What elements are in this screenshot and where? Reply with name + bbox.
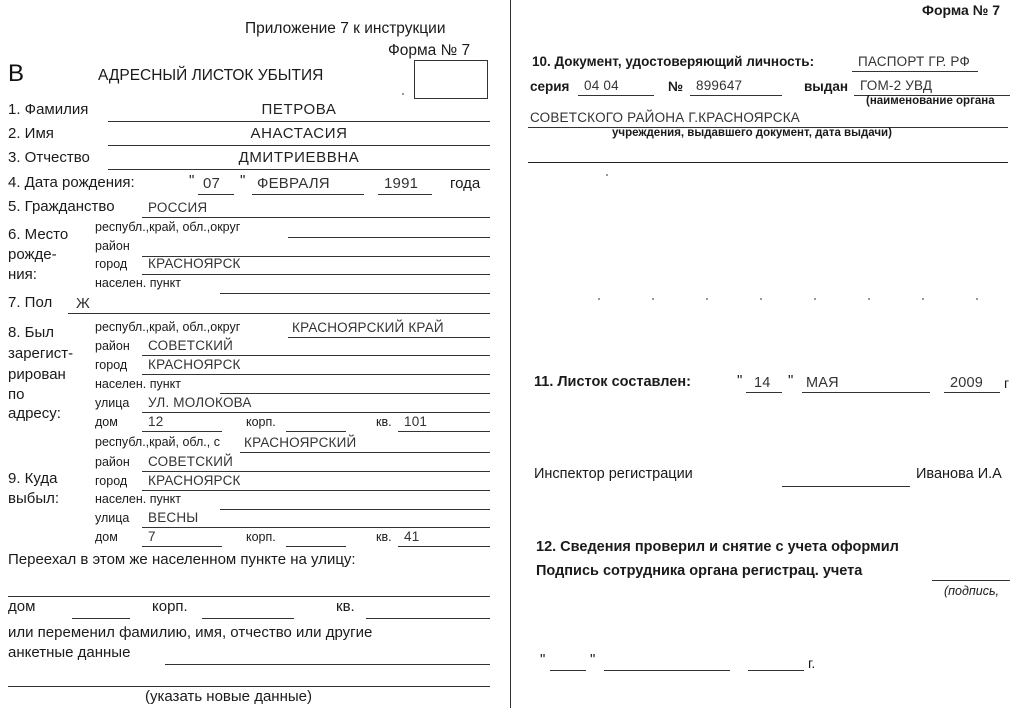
dest-apt-value[interactable]: 41 <box>404 529 420 544</box>
dest-region-label: республ.,край, обл., с <box>95 435 220 449</box>
compiled-year[interactable]: 2009 <box>950 375 984 391</box>
stamp-box <box>414 60 488 99</box>
dest-label-1: 9. Куда <box>8 470 58 487</box>
compiled-month[interactable]: МАЯ <box>806 375 839 391</box>
name-label: 2. Имя <box>8 125 54 142</box>
form-number-right: Форма № 7 <box>922 2 1000 18</box>
birth-settlement-label: населен. пункт <box>95 276 181 290</box>
changed-data-line1: или переменил фамилию, имя, отчество или другие <box>8 624 373 641</box>
form-title: АДРЕСНЫЙ ЛИСТОК УБЫТИЯ <box>98 67 324 84</box>
birth-city-label: город <box>95 257 128 271</box>
reg-label-5: адресу: <box>8 405 61 422</box>
bottom-day-line <box>550 670 586 671</box>
dob-year-word: года <box>450 175 481 192</box>
reg-settlement-line <box>220 393 490 394</box>
name-value[interactable]: АНАСТАСИЯ <box>250 125 348 142</box>
dest-house-line <box>142 546 222 547</box>
changed-data-line <box>165 664 490 665</box>
dest-street-value[interactable]: ВЕСНЫ <box>148 510 199 525</box>
patronymic-label: 3. Отчество <box>8 149 90 166</box>
dest-apt-label: кв. <box>376 530 392 544</box>
reg-apt-value[interactable]: 101 <box>404 414 428 429</box>
dot-row <box>922 298 924 300</box>
moved-street-line <box>8 596 490 597</box>
dest-region-line <box>240 452 490 453</box>
series-line <box>578 95 654 96</box>
dob-day[interactable]: 07 <box>203 175 221 192</box>
reg-street-line <box>142 412 490 413</box>
dot-row <box>814 298 816 300</box>
patronymic-line <box>108 169 490 170</box>
dest-city-line <box>142 490 490 491</box>
birth-district-label: район <box>95 239 130 253</box>
reg-district-label: район <box>95 339 130 353</box>
compiled-year-line <box>944 392 1000 393</box>
dot-row <box>652 298 654 300</box>
new-house-label: дом <box>8 598 36 615</box>
birth-region-label: республ.,край, обл.,округ <box>95 220 241 234</box>
sex-label: 7. Пол <box>8 294 53 311</box>
dest-apt-line <box>398 546 490 547</box>
reg-district-line <box>142 355 490 356</box>
new-apt-label: кв. <box>336 598 355 615</box>
dest-street-label: улица <box>95 511 130 525</box>
new-apt-line <box>366 618 490 619</box>
compiled-day[interactable]: 14 <box>754 375 771 391</box>
page-divider <box>510 0 511 708</box>
dest-city-value[interactable]: КРАСНОЯРСК <box>148 473 241 488</box>
sex-line <box>68 313 490 314</box>
reg-district-value[interactable]: СОВЕТСКИЙ <box>148 338 234 353</box>
reg-house-line <box>142 431 222 432</box>
sex-value[interactable]: Ж <box>76 295 91 312</box>
patronymic-value[interactable]: ДМИТРИЕВВНА <box>238 149 360 166</box>
birth-city-line <box>142 274 490 275</box>
name-line <box>108 145 490 146</box>
verified-label: 12. Сведения проверил и снятие с учета оформил <box>536 539 899 555</box>
new-house-line <box>72 618 130 619</box>
reg-street-value[interactable]: УЛ. МОЛОКОВА <box>148 395 252 410</box>
series-value[interactable]: 04 04 <box>584 78 619 93</box>
organ-caption: (наименование органа <box>866 95 995 107</box>
reg-street-label: улица <box>95 396 130 410</box>
reg-building-label: корп. <box>246 415 276 429</box>
compiled-month-line <box>802 392 930 393</box>
compiled-label: 11. Листок составлен: <box>534 374 691 390</box>
dest-city-label: город <box>95 474 128 488</box>
dest-building-line <box>286 546 346 547</box>
birth-city-value[interactable]: КРАСНОЯРСК <box>148 256 241 271</box>
dob-year[interactable]: 1991 <box>384 175 419 192</box>
doc-label: 10. Документ, удостоверяющий личность: <box>532 54 815 69</box>
citizenship-label: 5. Гражданство <box>8 198 115 215</box>
changed-data-line2: анкетные данные <box>8 644 131 661</box>
reg-city-value[interactable]: КРАСНОЯРСК <box>148 357 241 372</box>
dest-district-label: район <box>95 455 130 469</box>
birthplace-label-1: 6. Место <box>8 226 69 243</box>
dob-year-line <box>378 194 432 195</box>
dob-day-line <box>198 194 234 195</box>
reg-label-3: рирован <box>8 366 66 383</box>
dest-region-value[interactable]: КРАСНОЯРСКИЙ <box>244 435 357 450</box>
moved-same-label: Переехал в этом же населенном пункте на улицу: <box>8 551 356 568</box>
dob-label: 4. Дата рождения: <box>8 174 135 191</box>
citizenship-value[interactable]: РОССИЯ <box>148 200 208 215</box>
organ-caption-2: учреждения, выдавшего документ, дата выдачи) <box>612 127 892 139</box>
dot-row <box>868 298 870 300</box>
surname-value[interactable]: ПЕТРОВА <box>261 101 337 118</box>
dest-house-value[interactable]: 7 <box>148 529 156 544</box>
reg-building-line <box>286 431 346 432</box>
reg-city-line <box>142 374 490 375</box>
doc-line <box>852 71 978 72</box>
inspector-label: Инспектор регистрации <box>534 466 693 482</box>
citizenship-line <box>142 217 490 218</box>
dest-street-line <box>142 527 490 528</box>
reg-apt-line <box>398 431 490 432</box>
compiled-year-suffix: г <box>1004 375 1010 391</box>
number-line <box>690 95 782 96</box>
signature-caption: (подпись, <box>944 584 1000 598</box>
bottom-quote-open: " <box>540 651 546 668</box>
dot-row <box>706 298 708 300</box>
dest-settlement-label: населен. пункт <box>95 492 181 506</box>
bottom-quote-close: " <box>590 651 596 668</box>
dest-label-2: выбыл: <box>8 490 60 507</box>
birth-settlement-line <box>220 293 490 294</box>
bottom-year-suffix: г. <box>808 655 816 671</box>
issued-line-3 <box>528 162 1008 163</box>
new-data-line <box>8 686 490 687</box>
surname-label: 1. Фамилия <box>8 101 89 118</box>
dob-quote-open: " <box>189 172 195 189</box>
reg-region-value[interactable]: КРАСНОЯРСКИЙ КРАЙ <box>292 320 444 335</box>
reg-house-value[interactable]: 12 <box>148 414 164 429</box>
bottom-year-line <box>748 670 804 671</box>
compiled-day-line <box>746 392 782 393</box>
speck <box>402 93 404 95</box>
inspector-signature-line <box>782 486 910 487</box>
birthplace-label-3: ния: <box>8 266 37 283</box>
new-building-line <box>202 618 294 619</box>
reg-city-label: город <box>95 358 128 372</box>
dot-row <box>976 298 978 300</box>
reg-label-2: зарегист- <box>8 345 74 362</box>
issued-label: выдан <box>804 79 849 94</box>
surname-line <box>108 121 490 122</box>
dot-row <box>598 298 600 300</box>
dest-settlement-line <box>220 509 490 510</box>
reg-region-line <box>288 337 490 338</box>
new-building-label: корп. <box>152 598 188 615</box>
speck <box>606 174 608 176</box>
signature-label: Подпись сотрудника органа регистрац. учета <box>536 563 863 579</box>
new-data-caption: (указать новые данные) <box>145 688 312 705</box>
dest-district-line <box>142 471 490 472</box>
inspector-name[interactable]: Иванова И.А <box>916 466 1002 482</box>
dest-house-label: дом <box>95 530 118 544</box>
reg-region-label: республ.,край, обл.,округ <box>95 320 241 334</box>
series-label: серия <box>530 79 570 94</box>
number-value[interactable]: 899647 <box>696 78 743 93</box>
bottom-month-line <box>604 670 730 671</box>
dob-month-line <box>252 194 364 195</box>
dob-quote-close: " <box>240 172 246 189</box>
number-label: № <box>668 79 684 94</box>
doc-value[interactable]: ПАСПОРТ ГР. РФ <box>858 54 970 69</box>
dest-building-label: корп. <box>246 530 276 544</box>
dest-district-value[interactable]: СОВЕТСКИЙ <box>148 454 234 469</box>
reg-settlement-label: населен. пункт <box>95 377 181 391</box>
birth-region-line <box>288 237 490 238</box>
birthplace-label-2: рожде- <box>8 246 57 263</box>
form-number-left: Форма № 7 <box>388 42 471 59</box>
signature-line <box>932 580 1010 581</box>
issued-value-2[interactable]: СОВЕТСКОГО РАЙОНА Г.КРАСНОЯРСКА <box>530 110 800 125</box>
reg-label-4: по <box>8 386 25 403</box>
form-letter: В <box>8 60 25 87</box>
reg-house-label: дом <box>95 415 118 429</box>
compiled-quote-open: " <box>737 372 743 389</box>
compiled-quote-close: " <box>788 372 794 389</box>
reg-label-1: 8. Был <box>8 324 55 341</box>
appendix-header: Приложение 7 к инструкции <box>245 20 446 37</box>
dot-row <box>760 298 762 300</box>
reg-apt-label: кв. <box>376 415 392 429</box>
issued-value[interactable]: ГОМ-2 УВД <box>860 78 933 93</box>
dob-month[interactable]: ФЕВРАЛЯ <box>257 175 330 192</box>
